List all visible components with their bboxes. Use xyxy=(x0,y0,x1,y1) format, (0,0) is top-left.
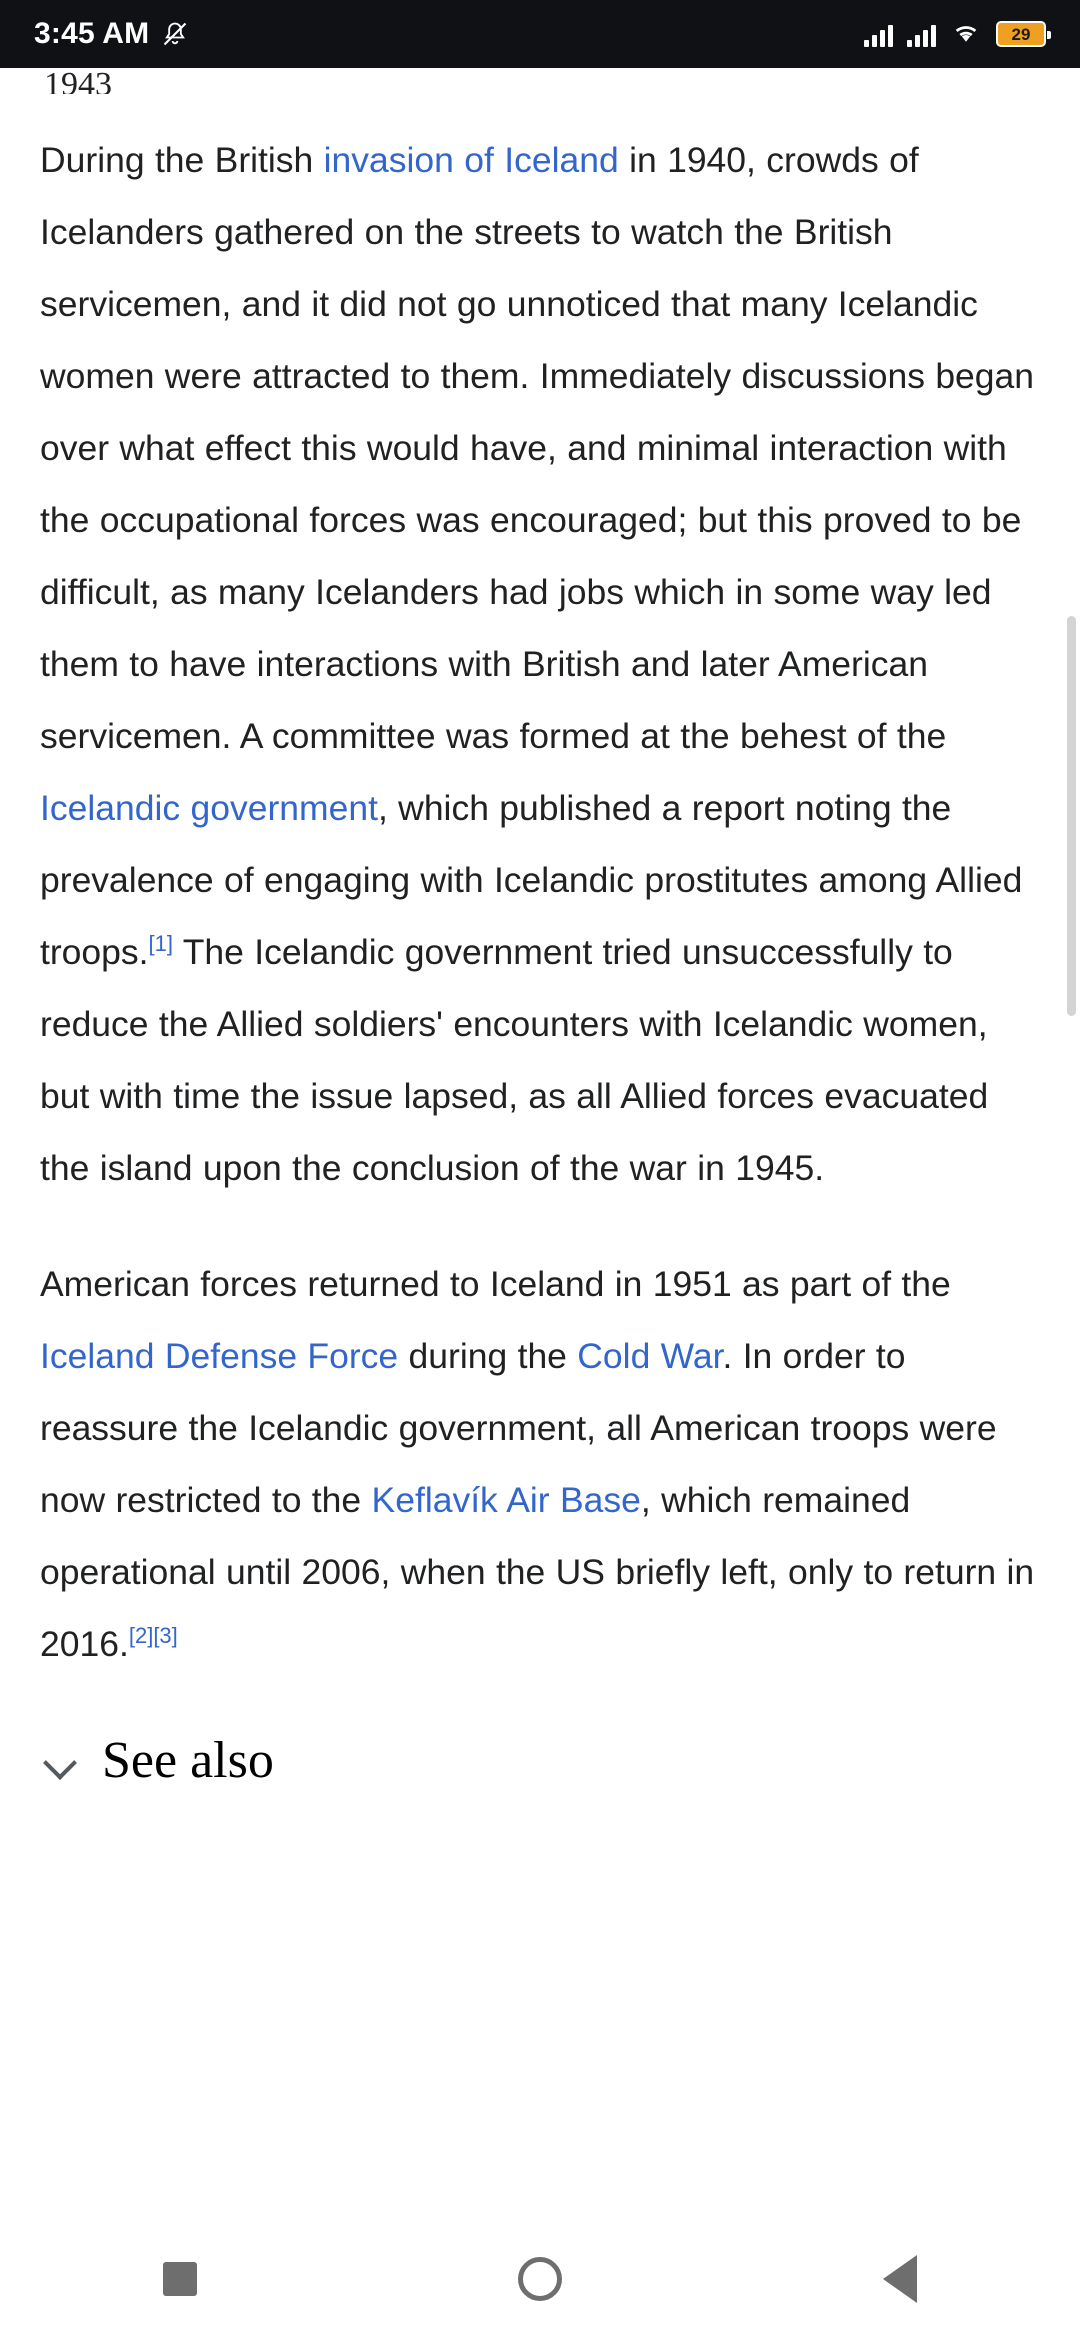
recent-apps-button[interactable] xyxy=(120,2234,240,2324)
status-bar-left xyxy=(34,19,189,49)
citation-ref-1[interactable] xyxy=(149,931,173,956)
link-keflavik-air-base[interactable]: Keflavík Air Base xyxy=(371,1480,641,1520)
section-title: See also xyxy=(102,1732,274,1789)
article-scroll-area[interactable] xyxy=(0,68,1080,2248)
square-icon xyxy=(163,2262,197,2296)
triangle-back-icon xyxy=(883,2255,917,2303)
bell-slash-icon xyxy=(161,20,189,48)
status-bar-right xyxy=(864,19,1046,50)
vertical-scrollbar[interactable] xyxy=(1067,616,1076,1016)
link-iceland-defense-force[interactable]: Iceland Defense Force xyxy=(40,1336,399,1376)
article-body xyxy=(0,68,1080,1789)
battery-icon xyxy=(996,21,1046,47)
previous-section-heading: 1943 xyxy=(44,68,112,94)
citation-ref-2-link[interactable]: [2] xyxy=(128,1623,154,1649)
cellular-signal-icon-2 xyxy=(907,21,936,47)
system-navigation-bar xyxy=(0,2218,1080,2340)
citation-ref-1-link[interactable]: [1] xyxy=(148,931,173,957)
text-run: , which remained operational until 2006, when the US briefly left, only to return in 2016. xyxy=(40,1480,1035,1664)
back-button[interactable] xyxy=(840,2234,960,2324)
text-run: , which published a report noting the prevalence of engaging with Icelandic prostitutes among Allied troops. xyxy=(40,788,1023,972)
circle-icon xyxy=(518,2257,562,2301)
citation-ref-3[interactable] xyxy=(153,1623,177,1648)
home-button[interactable] xyxy=(480,2234,600,2324)
section-header-see-also[interactable] xyxy=(40,1732,1040,1789)
citation-ref-2[interactable] xyxy=(129,1623,153,1648)
paragraph-british-invasion xyxy=(40,124,1040,1204)
paragraph-american-forces xyxy=(40,1248,1040,1680)
text-run: during the xyxy=(398,1336,578,1376)
status-clock: 3:45 AM xyxy=(34,17,150,50)
link-cold-war[interactable]: Cold War xyxy=(577,1336,723,1376)
link-icelandic-government[interactable]: Icelandic government xyxy=(40,788,378,828)
chevron-down-icon[interactable] xyxy=(44,1743,80,1779)
text-run: The Icelandic government tried unsuccessfully to reduce the Allied soldiers' encounters with Icelandic women, but with time the issue lapsed, as all Allied forces evacuated the island upon the conclusion of the war in 1945. xyxy=(40,932,989,1188)
text-run: American forces returned to Iceland in 1951 as part of the xyxy=(40,1264,951,1304)
text-run: in 1940, crowds of Icelanders gathered on the streets to watch the British servicemen, and it did not go unnoticed that many Icelandic women were attracted to them. Immediately discussions began over what effect this would have, and minimal interaction with the occupational forces was encouraged; but this proved to be difficult, as many Icelanders had jobs which in some way led them to have interactions with British and later American servicemen. A committee was formed at the behest of the xyxy=(40,140,1035,756)
battery-level: 29 xyxy=(1011,24,1031,44)
wifi-icon xyxy=(950,19,982,50)
cellular-signal-icon xyxy=(864,21,893,47)
citation-ref-3-link[interactable]: [3] xyxy=(153,1623,178,1649)
text-run: During the British xyxy=(40,140,324,180)
status-bar xyxy=(0,0,1080,68)
link-invasion-of-iceland[interactable]: invasion of Iceland xyxy=(323,140,619,180)
text-run: . In order to reassure the Icelandic government, all American troops were now restricted to the xyxy=(40,1336,997,1520)
